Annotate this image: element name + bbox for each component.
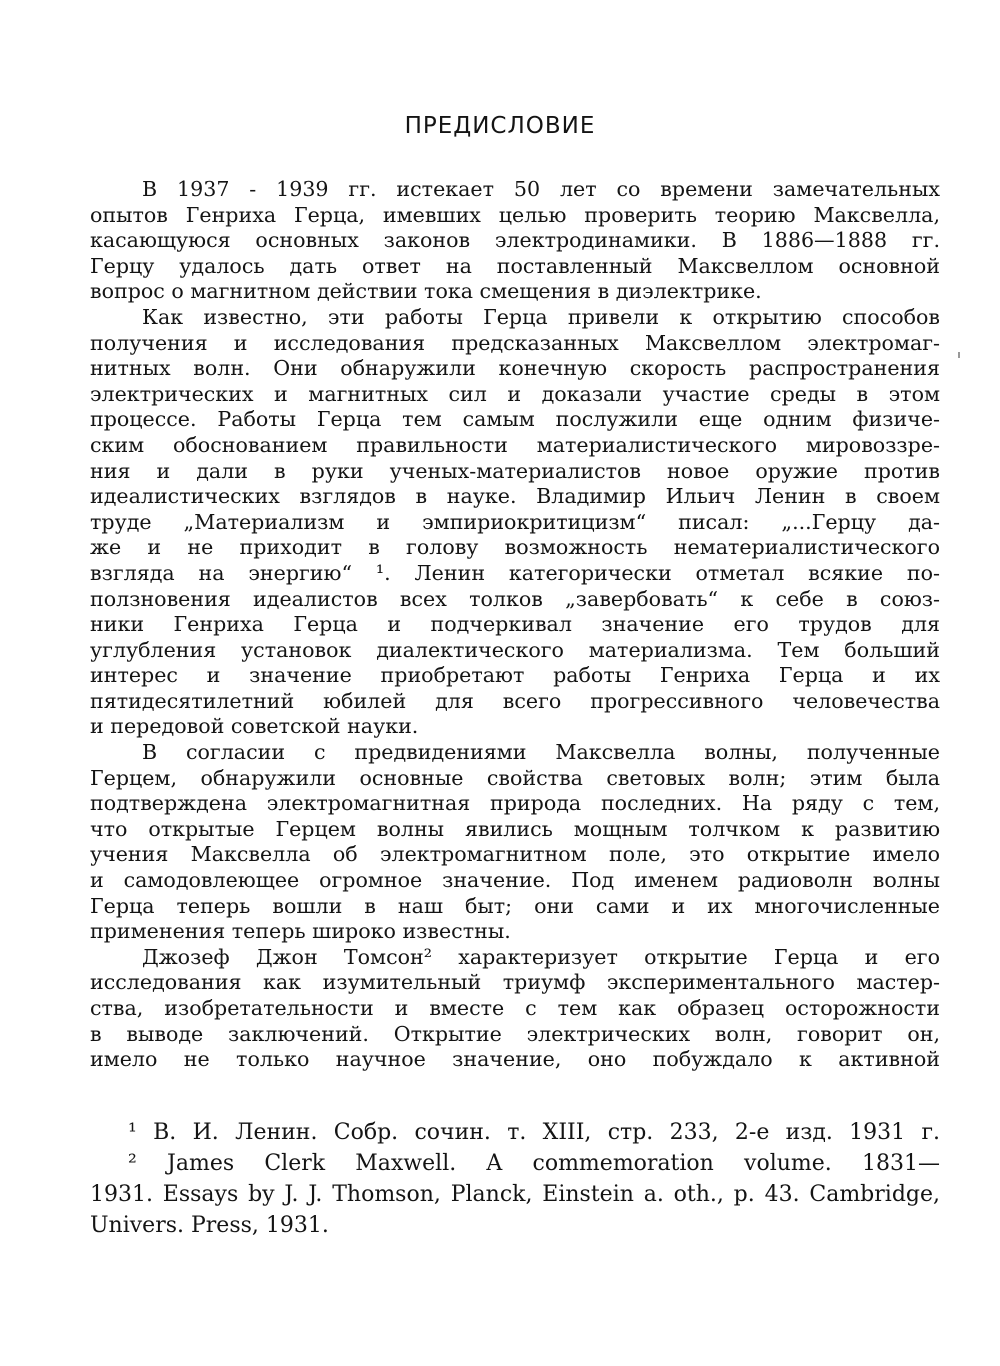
margin-speck — [958, 352, 960, 358]
text-line: касающуюся основных законов электродинамики. В 1886—1888 гг. — [90, 228, 940, 253]
footnote-line: Univers. Press, 1931. — [90, 1213, 329, 1238]
text-line: В 1937 - 1939 гг. истекает 50 лет со времени замечательных — [142, 177, 940, 201]
text-line: Герцу удалось дать ответ на поставленный Максвеллом основной — [90, 253, 940, 278]
text-line: ским обоснованием правильности материалистического мировоззре- — [90, 432, 940, 457]
text-line: Джозеф Джон Томсон² характеризует открытие Герца и его — [142, 944, 940, 969]
text-line: идеалистических взглядов в науке. Владимир Ильич Ленин в своем — [90, 484, 940, 509]
text-line: и передовой советской науки. — [90, 714, 419, 739]
text-line: Герцем, обнаружили основные свойства световых волн; этим была — [90, 765, 940, 790]
text-line: получения и исследования предсказанных Максвеллом электромаг- — [90, 330, 940, 355]
text-line: в выводе заключений. Открытие электрических волн, говорит он, — [90, 1021, 940, 1046]
text-line: ники Генриха Герца и подчеркивал значение его трудов для — [90, 612, 940, 637]
text-line: взгляда на энергию“ ¹. Ленин категорически отметал всякие по- — [90, 560, 940, 585]
text-line: процессе. Работы Герца тем самым послужили еще одним физиче- — [90, 407, 940, 432]
text-line: имело не только научное значение, оно побуждало к активной — [90, 1047, 940, 1072]
text-line: ства, изобретательности и вместе с тем как образец осторожности — [90, 996, 940, 1020]
footnote-line: ¹ В. И. Ленин. Собр. сочин. т. XIII, стр. 233, 2-е изд. 1931 г. — [128, 1120, 940, 1145]
text-line: вопрос о магнитном действии тока смещения в диэлектрике. — [90, 279, 762, 304]
text-line: пятидесятилетний юбилей для всего прогрессивного человечества — [90, 688, 940, 713]
page-title: ПРЕДИСЛОВИЕ — [404, 113, 596, 139]
text-line: интерес и значение приобретают работы Генриха Герца и их — [90, 663, 940, 688]
preface-body — [90, 177, 940, 1073]
text-line: Герца теперь вошли в наш быт; они сами и их многочисленные — [90, 893, 940, 918]
text-line: применения теперь широко известны. — [90, 919, 511, 944]
text-line: труде „Материализм и эмпириокритицизм“ писал: „...Герцу да- — [90, 509, 940, 534]
footnotes — [90, 1117, 940, 1241]
text-line: нитных волн. Они обнаружили конечную скорость распространения — [90, 356, 940, 381]
text-line: электрических и магнитных сил и доказали участие среды в этом — [90, 381, 940, 406]
text-line: что открытые Герцем волны явились мощным толчком к развитию — [90, 816, 940, 841]
text-line: учения Максвелла об электромагнитном поле, это открытие имело — [90, 842, 940, 867]
text-line: подтверждена электромагнитная природа последних. На ряду с тем, — [90, 791, 940, 816]
footnote-line: ² James Clerk Maxwell. A commemoration volume. 1831— — [128, 1151, 940, 1176]
text-line: исследования как изумительный триумф экспериментального мастер- — [90, 970, 940, 995]
text-line: ползновения идеалистов всех толков „завербовать“ к себе в союз- — [90, 586, 940, 611]
footnote-line: 1931. Essays by J. J. Thomson, Planck, Einstein a. oth., p. 43. Cambridge, — [90, 1182, 940, 1207]
text-line: углубления установок диалектического материализма. Тем больший — [90, 637, 940, 662]
text-line: же и не приходит в голову возможность нематериалистического — [90, 535, 940, 560]
text-line: опытов Генриха Герца, имевших целью проверить теорию Максвелла, — [90, 202, 940, 227]
text-line: В согласии с предвидениями Максвелла волны, полученные — [142, 740, 940, 765]
text-line: ния и дали в руки ученых-материалистов новое оружие против — [90, 458, 940, 483]
text-line: и самодовлеющее огромное значение. Под именем радиоволн волны — [90, 868, 940, 893]
text-line: Как известно, эти работы Герца привели к открытию способов — [142, 304, 940, 329]
